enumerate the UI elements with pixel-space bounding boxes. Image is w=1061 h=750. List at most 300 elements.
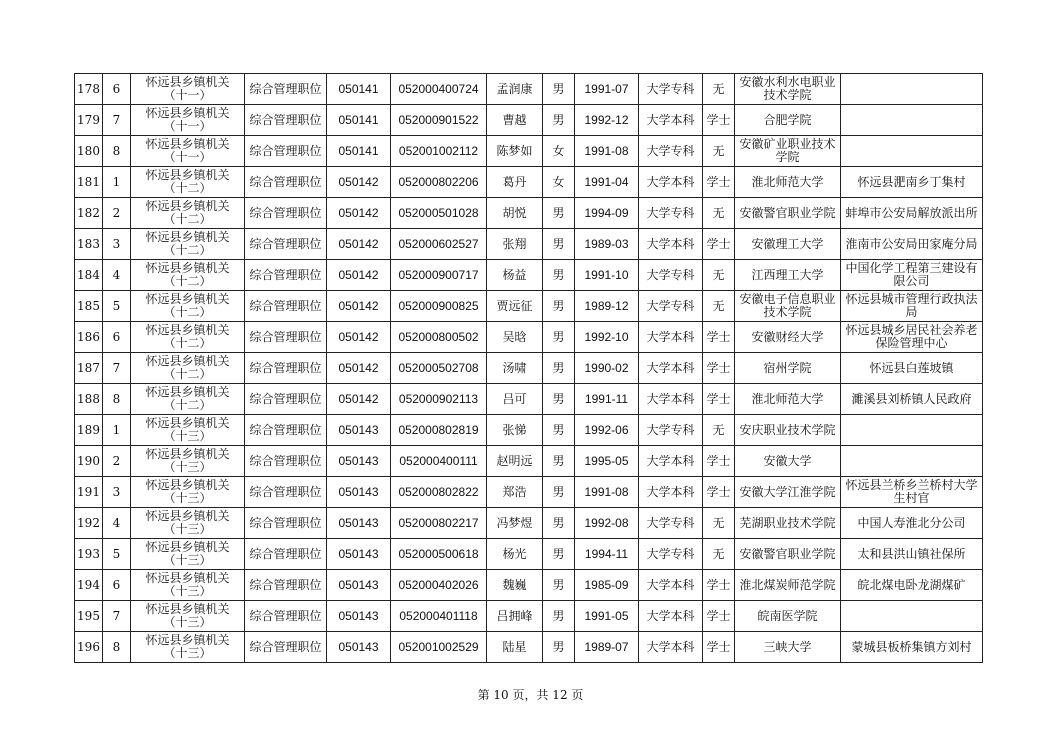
- employer-name: 怀远县乡镇机关: [145, 292, 230, 306]
- gender-cell: 男: [543, 291, 575, 322]
- rank-cell: 3: [103, 477, 131, 508]
- table-row: [75, 601, 983, 632]
- position-cell: 综合管理职位: [245, 136, 327, 167]
- exam-ticket-cell: 052000401118: [391, 601, 487, 632]
- candidate-name-cell: 胡悦: [487, 198, 543, 229]
- employer-batch: （十三）: [163, 522, 212, 536]
- position-cell: 综合管理职位: [245, 477, 327, 508]
- education-cell: 大学本科: [639, 632, 703, 663]
- employer-cell: [131, 105, 245, 136]
- school-cell: 安徽大学: [735, 446, 841, 477]
- exam-ticket-cell: 052000800502: [391, 322, 487, 353]
- table-row: [75, 260, 983, 291]
- position-cell: 综合管理职位: [245, 322, 327, 353]
- degree-cell: 学士: [703, 167, 735, 198]
- employer-name: 怀远县乡镇机关: [145, 416, 230, 430]
- employer-batch: （十二）: [163, 243, 212, 257]
- education-cell: 大学专科: [639, 539, 703, 570]
- gender-cell: 男: [543, 260, 575, 291]
- rank-cell: 6: [103, 74, 131, 105]
- work-unit-cell: 濉溪县刘桥镇人民政府: [841, 384, 983, 415]
- employer-batch: （十二）: [163, 305, 212, 319]
- position-code-cell: 050143: [327, 601, 391, 632]
- position-cell: 综合管理职位: [245, 105, 327, 136]
- employer-cell: [131, 477, 245, 508]
- position-cell: 综合管理职位: [245, 198, 327, 229]
- serial-number-cell: 191: [75, 477, 103, 508]
- school-cell: 安徽矿业职业技术学院: [735, 136, 841, 167]
- employer-name: 怀远县乡镇机关: [145, 137, 230, 151]
- birth-date-cell: 1994-11: [575, 539, 639, 570]
- birth-date-cell: 1989-03: [575, 229, 639, 260]
- employer-batch: （十二）: [163, 274, 212, 288]
- candidate-name-cell: 吴晗: [487, 322, 543, 353]
- position-code-cell: 050141: [327, 136, 391, 167]
- position-code-cell: 050142: [327, 384, 391, 415]
- position-cell: 综合管理职位: [245, 353, 327, 384]
- table-row: [75, 136, 983, 167]
- education-cell: 大学本科: [639, 570, 703, 601]
- rank-cell: 3: [103, 229, 131, 260]
- candidate-name-cell: 汤啸: [487, 353, 543, 384]
- work-unit-cell: [841, 105, 983, 136]
- work-unit-cell: 太和县洪山镇社保所: [841, 539, 983, 570]
- candidate-name-cell: 郑浩: [487, 477, 543, 508]
- work-unit-cell: 皖北煤电卧龙湖煤矿: [841, 570, 983, 601]
- degree-cell: 学士: [703, 570, 735, 601]
- school-cell: 安徽电子信息职业技术学院: [735, 291, 841, 322]
- employer-cell: [131, 74, 245, 105]
- position-code-cell: 050141: [327, 74, 391, 105]
- degree-cell: 无: [703, 260, 735, 291]
- school-cell: 江西理工大学: [735, 260, 841, 291]
- employer-cell: [131, 508, 245, 539]
- gender-cell: 男: [543, 353, 575, 384]
- education-cell: 大学本科: [639, 167, 703, 198]
- education-cell: 大学专科: [639, 198, 703, 229]
- work-unit-cell: 淮南市公安局田家庵分局: [841, 229, 983, 260]
- position-cell: 综合管理职位: [245, 229, 327, 260]
- education-cell: 大学专科: [639, 136, 703, 167]
- position-code-cell: 050142: [327, 322, 391, 353]
- employer-cell: [131, 198, 245, 229]
- page-footer: 第 10 页，共 12 页: [477, 688, 584, 702]
- position-cell: 综合管理职位: [245, 508, 327, 539]
- position-cell: 综合管理职位: [245, 446, 327, 477]
- employer-name: 怀远县乡镇机关: [145, 199, 230, 213]
- position-cell: 综合管理职位: [245, 74, 327, 105]
- position-cell: 综合管理职位: [245, 632, 327, 663]
- position-cell: 综合管理职位: [245, 570, 327, 601]
- degree-cell: 学士: [703, 353, 735, 384]
- employer-cell: [131, 260, 245, 291]
- rank-cell: 2: [103, 446, 131, 477]
- school-cell: 淮北师范大学: [735, 384, 841, 415]
- birth-date-cell: 1992-08: [575, 508, 639, 539]
- employer-cell: [131, 353, 245, 384]
- degree-cell: 无: [703, 508, 735, 539]
- work-unit-cell: 怀远县城市管理行政执法局: [841, 291, 983, 322]
- gender-cell: 男: [543, 477, 575, 508]
- gender-cell: 男: [543, 539, 575, 570]
- employer-cell: [131, 291, 245, 322]
- employer-name: 怀远县乡镇机关: [145, 75, 230, 89]
- employer-name: 怀远县乡镇机关: [145, 447, 230, 461]
- table-row: [75, 384, 983, 415]
- work-unit-cell: 怀远县白莲坡镇: [841, 353, 983, 384]
- school-cell: 宿州学院: [735, 353, 841, 384]
- degree-cell: 无: [703, 198, 735, 229]
- gender-cell: 女: [543, 136, 575, 167]
- birth-date-cell: 1985-09: [575, 570, 639, 601]
- exam-ticket-cell: 052000802822: [391, 477, 487, 508]
- position-cell: 综合管理职位: [245, 601, 327, 632]
- education-cell: 大学本科: [639, 446, 703, 477]
- exam-ticket-cell: 052000500618: [391, 539, 487, 570]
- table-row: [75, 539, 983, 570]
- employer-batch: （十一）: [163, 119, 212, 133]
- education-cell: 大学专科: [639, 260, 703, 291]
- school-cell: 三峡大学: [735, 632, 841, 663]
- birth-date-cell: 1991-08: [575, 477, 639, 508]
- school-cell: 安徽警官职业学院: [735, 539, 841, 570]
- education-cell: 大学专科: [639, 291, 703, 322]
- employer-cell: [131, 601, 245, 632]
- table-row: [75, 632, 983, 663]
- candidate-name-cell: 魏巍: [487, 570, 543, 601]
- work-unit-cell: 蚌埠市公安局解放派出所: [841, 198, 983, 229]
- employer-name: 怀远县乡镇机关: [145, 571, 230, 585]
- serial-number-cell: 181: [75, 167, 103, 198]
- school-cell: 安徽水利水电职业技术学院: [735, 74, 841, 105]
- table-row: [75, 570, 983, 601]
- degree-cell: 学士: [703, 105, 735, 136]
- exam-ticket-cell: 052000400724: [391, 74, 487, 105]
- school-cell: 安庆职业技术学院: [735, 415, 841, 446]
- employer-name: 怀远县乡镇机关: [145, 633, 230, 647]
- table-row: [75, 415, 983, 446]
- position-cell: 综合管理职位: [245, 384, 327, 415]
- employer-name: 怀远县乡镇机关: [145, 509, 230, 523]
- work-unit-cell: 中国人寿淮北分公司: [841, 508, 983, 539]
- degree-cell: 无: [703, 415, 735, 446]
- employer-batch: （十二）: [163, 367, 212, 381]
- gender-cell: 男: [543, 229, 575, 260]
- school-cell: 安徽财经大学: [735, 322, 841, 353]
- employer-cell: [131, 384, 245, 415]
- candidate-name-cell: 吕拥峰: [487, 601, 543, 632]
- employer-name: 怀远县乡镇机关: [145, 261, 230, 275]
- work-unit-cell: 怀远县城乡居民社会养老保险管理中心: [841, 322, 983, 353]
- rank-cell: 7: [103, 105, 131, 136]
- work-unit-cell: 怀远县淝南乡丁集村: [841, 167, 983, 198]
- education-cell: 大学专科: [639, 74, 703, 105]
- serial-number-cell: 185: [75, 291, 103, 322]
- rank-cell: 1: [103, 415, 131, 446]
- serial-number-cell: 189: [75, 415, 103, 446]
- rank-cell: 5: [103, 539, 131, 570]
- rank-cell: 2: [103, 198, 131, 229]
- employer-cell: [131, 446, 245, 477]
- candidate-name-cell: 杨益: [487, 260, 543, 291]
- birth-date-cell: 1992-06: [575, 415, 639, 446]
- degree-cell: 无: [703, 291, 735, 322]
- birth-date-cell: 1991-11: [575, 384, 639, 415]
- rank-cell: 8: [103, 136, 131, 167]
- position-code-cell: 050142: [327, 229, 391, 260]
- degree-cell: 学士: [703, 477, 735, 508]
- candidate-name-cell: 曹越: [487, 105, 543, 136]
- birth-date-cell: 1991-10: [575, 260, 639, 291]
- employer-cell: [131, 322, 245, 353]
- work-unit-cell: [841, 601, 983, 632]
- position-code-cell: 050142: [327, 260, 391, 291]
- exam-ticket-cell: 052000902113: [391, 384, 487, 415]
- education-cell: 大学本科: [639, 105, 703, 136]
- employer-cell: [131, 539, 245, 570]
- school-cell: 安徽警官职业学院: [735, 198, 841, 229]
- rank-cell: 4: [103, 260, 131, 291]
- position-code-cell: 050142: [327, 353, 391, 384]
- degree-cell: 学士: [703, 384, 735, 415]
- employer-name: 怀远县乡镇机关: [145, 323, 230, 337]
- serial-number-cell: 178: [75, 74, 103, 105]
- position-cell: 综合管理职位: [245, 539, 327, 570]
- employer-batch: （十三）: [163, 491, 212, 505]
- exam-ticket-cell: 052000900825: [391, 291, 487, 322]
- position-code-cell: 050143: [327, 539, 391, 570]
- candidate-name-cell: 吕可: [487, 384, 543, 415]
- gender-cell: 男: [543, 570, 575, 601]
- birth-date-cell: 1990-02: [575, 353, 639, 384]
- gender-cell: 男: [543, 74, 575, 105]
- exam-ticket-cell: 052001002112: [391, 136, 487, 167]
- gender-cell: 男: [543, 415, 575, 446]
- gender-cell: 男: [543, 601, 575, 632]
- candidate-name-cell: 陆星: [487, 632, 543, 663]
- degree-cell: 学士: [703, 632, 735, 663]
- rank-cell: 1: [103, 167, 131, 198]
- degree-cell: 学士: [703, 229, 735, 260]
- birth-date-cell: 1994-09: [575, 198, 639, 229]
- gender-cell: 男: [543, 446, 575, 477]
- birth-date-cell: 1991-07: [575, 74, 639, 105]
- exam-ticket-cell: 052000802819: [391, 415, 487, 446]
- table-row: [75, 105, 983, 136]
- position-code-cell: 050142: [327, 167, 391, 198]
- rank-cell: 5: [103, 291, 131, 322]
- candidate-name-cell: 张悌: [487, 415, 543, 446]
- employer-batch: （十三）: [163, 646, 212, 660]
- serial-number-cell: 195: [75, 601, 103, 632]
- position-cell: 综合管理职位: [245, 260, 327, 291]
- education-cell: 大学专科: [639, 508, 703, 539]
- employer-batch: （十二）: [163, 212, 212, 226]
- education-cell: 大学本科: [639, 384, 703, 415]
- degree-cell: 学士: [703, 446, 735, 477]
- table-row: [75, 322, 983, 353]
- gender-cell: 女: [543, 167, 575, 198]
- rank-cell: 6: [103, 322, 131, 353]
- employer-name: 怀远县乡镇机关: [145, 540, 230, 554]
- rank-cell: 8: [103, 632, 131, 663]
- position-code-cell: 050143: [327, 415, 391, 446]
- employer-cell: [131, 136, 245, 167]
- position-code-cell: 050143: [327, 570, 391, 601]
- serial-number-cell: 194: [75, 570, 103, 601]
- gender-cell: 男: [543, 105, 575, 136]
- education-cell: 大学本科: [639, 353, 703, 384]
- employer-cell: [131, 229, 245, 260]
- table-row: [75, 229, 983, 260]
- employer-batch: （十三）: [163, 553, 212, 567]
- education-cell: 大学本科: [639, 229, 703, 260]
- birth-date-cell: 1989-12: [575, 291, 639, 322]
- table-row: [75, 508, 983, 539]
- table-row: [75, 353, 983, 384]
- position-code-cell: 050143: [327, 632, 391, 663]
- work-unit-cell: 中国化学工程第三建设有限公司: [841, 260, 983, 291]
- serial-number-cell: 188: [75, 384, 103, 415]
- serial-number-cell: 196: [75, 632, 103, 663]
- employer-batch: （十一）: [163, 150, 212, 164]
- school-cell: 淮北师范大学: [735, 167, 841, 198]
- employer-batch: （十三）: [163, 460, 212, 474]
- employer-name: 怀远县乡镇机关: [145, 385, 230, 399]
- position-code-cell: 050142: [327, 198, 391, 229]
- exam-ticket-cell: 052000802206: [391, 167, 487, 198]
- table-row: [75, 167, 983, 198]
- work-unit-cell: [841, 136, 983, 167]
- school-cell: 芜湖职业技术学院: [735, 508, 841, 539]
- employer-name: 怀远县乡镇机关: [145, 230, 230, 244]
- employer-batch: （十三）: [163, 615, 212, 629]
- employer-batch: （十二）: [163, 398, 212, 412]
- degree-cell: 无: [703, 539, 735, 570]
- employer-cell: [131, 167, 245, 198]
- candidate-table: [74, 73, 983, 663]
- exam-ticket-cell: 052000802217: [391, 508, 487, 539]
- rank-cell: 8: [103, 384, 131, 415]
- birth-date-cell: 1991-05: [575, 601, 639, 632]
- exam-ticket-cell: 052000901522: [391, 105, 487, 136]
- school-cell: 安徽大学江淮学院: [735, 477, 841, 508]
- education-cell: 大学本科: [639, 477, 703, 508]
- candidate-name-cell: 赵明远: [487, 446, 543, 477]
- table-row: [75, 198, 983, 229]
- employer-batch: （十三）: [163, 584, 212, 598]
- position-cell: 综合管理职位: [245, 291, 327, 322]
- education-cell: 大学本科: [639, 601, 703, 632]
- birth-date-cell: 1989-07: [575, 632, 639, 663]
- employer-batch: （十三）: [163, 429, 212, 443]
- candidate-name-cell: 张翔: [487, 229, 543, 260]
- gender-cell: 男: [543, 322, 575, 353]
- gender-cell: 男: [543, 384, 575, 415]
- degree-cell: 无: [703, 136, 735, 167]
- serial-number-cell: 179: [75, 105, 103, 136]
- employer-name: 怀远县乡镇机关: [145, 168, 230, 182]
- employer-cell: [131, 570, 245, 601]
- serial-number-cell: 187: [75, 353, 103, 384]
- gender-cell: 男: [543, 508, 575, 539]
- employer-cell: [131, 415, 245, 446]
- school-cell: 安徽理工大学: [735, 229, 841, 260]
- position-code-cell: 050142: [327, 291, 391, 322]
- table-row: [75, 446, 983, 477]
- exam-ticket-cell: 052000502708: [391, 353, 487, 384]
- rank-cell: 7: [103, 601, 131, 632]
- employer-name: 怀远县乡镇机关: [145, 478, 230, 492]
- employer-name: 怀远县乡镇机关: [145, 602, 230, 616]
- school-cell: 合肥学院: [735, 105, 841, 136]
- work-unit-cell: [841, 415, 983, 446]
- gender-cell: 男: [543, 198, 575, 229]
- rank-cell: 6: [103, 570, 131, 601]
- degree-cell: 学士: [703, 601, 735, 632]
- candidate-name-cell: 陈梦如: [487, 136, 543, 167]
- work-unit-cell: [841, 446, 983, 477]
- serial-number-cell: 193: [75, 539, 103, 570]
- employer-cell: [131, 632, 245, 663]
- education-cell: 大学专科: [639, 415, 703, 446]
- birth-date-cell: 1992-10: [575, 322, 639, 353]
- education-cell: 大学本科: [639, 322, 703, 353]
- work-unit-cell: 蒙城县板桥集镇方刘村: [841, 632, 983, 663]
- degree-cell: 无: [703, 74, 735, 105]
- school-cell: 皖南医学院: [735, 601, 841, 632]
- work-unit-cell: [841, 74, 983, 105]
- serial-number-cell: 184: [75, 260, 103, 291]
- birth-date-cell: 1991-04: [575, 167, 639, 198]
- position-code-cell: 050143: [327, 477, 391, 508]
- position-code-cell: 050143: [327, 446, 391, 477]
- serial-number-cell: 190: [75, 446, 103, 477]
- rank-cell: 4: [103, 508, 131, 539]
- gender-cell: 男: [543, 632, 575, 663]
- serial-number-cell: 180: [75, 136, 103, 167]
- position-code-cell: 050141: [327, 105, 391, 136]
- rank-cell: 7: [103, 353, 131, 384]
- exam-ticket-cell: 052000602527: [391, 229, 487, 260]
- school-cell: 淮北煤炭师范学院: [735, 570, 841, 601]
- candidate-name-cell: 杨光: [487, 539, 543, 570]
- serial-number-cell: 186: [75, 322, 103, 353]
- employer-name: 怀远县乡镇机关: [145, 106, 230, 120]
- exam-ticket-cell: 052000501028: [391, 198, 487, 229]
- table-row: [75, 74, 983, 105]
- exam-ticket-cell: 052000402026: [391, 570, 487, 601]
- serial-number-cell: 183: [75, 229, 103, 260]
- candidate-name-cell: 冯梦煜: [487, 508, 543, 539]
- birth-date-cell: 1991-08: [575, 136, 639, 167]
- birth-date-cell: 1995-05: [575, 446, 639, 477]
- position-cell: 综合管理职位: [245, 415, 327, 446]
- employer-name: 怀远县乡镇机关: [145, 354, 230, 368]
- exam-ticket-cell: 052000900717: [391, 260, 487, 291]
- birth-date-cell: 1992-12: [575, 105, 639, 136]
- employer-batch: （十二）: [163, 181, 212, 195]
- table-body: [75, 74, 983, 663]
- serial-number-cell: 192: [75, 508, 103, 539]
- exam-ticket-cell: 052000400111: [391, 446, 487, 477]
- employer-batch: （十二）: [163, 336, 212, 350]
- candidate-name-cell: 贾远征: [487, 291, 543, 322]
- work-unit-cell: 怀远县兰桥乡兰桥村大学生村官: [841, 477, 983, 508]
- degree-cell: 学士: [703, 322, 735, 353]
- table-row: [75, 477, 983, 508]
- serial-number-cell: 182: [75, 198, 103, 229]
